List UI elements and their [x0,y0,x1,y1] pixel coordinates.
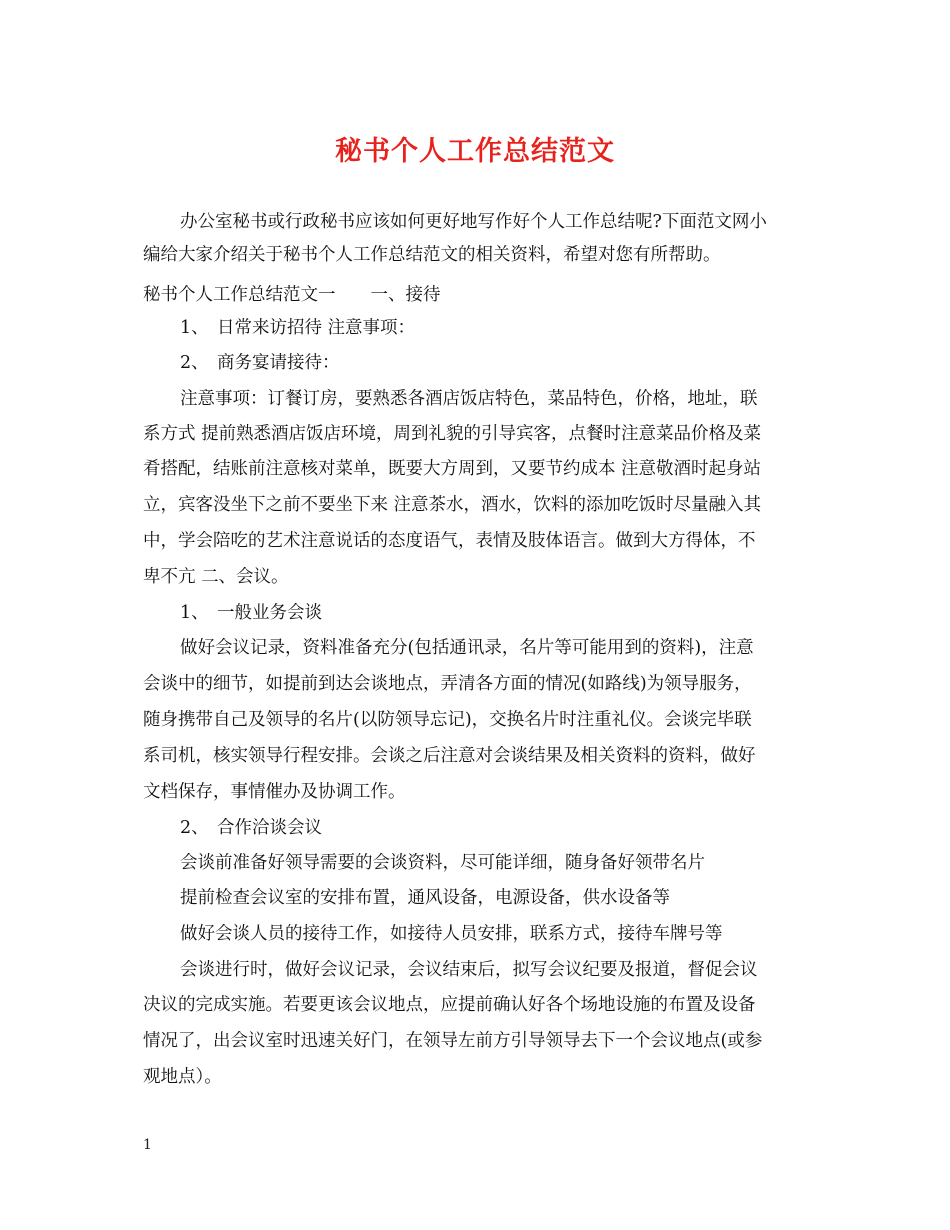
paragraph-line: 做好会谈人员的接待工作，如接待人员安排，联系方式，接待车牌号等 [180,924,723,944]
list-item [180,816,322,840]
list-item [180,601,322,625]
paragraph-line: 系方式 提前熟悉酒店饭店环境，周到礼貌的引导宾客，点餐时注意菜品价格及菜 [143,424,762,444]
paragraph-line: 注意事项：订餐订房，要熟悉各酒店饭店特色，菜品特色，价格，地址，联 [180,389,758,409]
list-number: 2、 [180,818,209,838]
page-number: 1 [143,1137,152,1153]
document-title: 秘书个人工作总结范文 [335,136,615,167]
paragraph-line: 肴搭配，结账前注意核对菜单，既要大方周到，又要节约成本 注意敬酒时起身站 [143,459,762,479]
paragraph-line: 中，学会陪吃的艺术注意说话的态度语气，表情及肢体语言。做到大方得体，不 [143,531,756,551]
paragraph-line: 会谈前准备好领导需要的会谈资料，尽可能详细，随身备好领带名片 [180,853,705,873]
paragraph-line: 决议的完成实施。若要更该会议地点，应提前确认好各个场地设施的布置及设备 [143,995,756,1015]
paragraph-line: 做好会议记录，资料准备充分(包括通讯录，名片等可能用到的资料)，注意 [180,638,754,658]
list-item-text: 商务宴请接待： [217,353,340,373]
list-item-text: 合作洽谈会议 [217,818,322,838]
list-item-text: 日常来访招待 注意事项： [217,318,416,338]
paragraph-line: 秘书个人工作总结范文一 一、接待 [143,285,441,305]
paragraph-line: 情况了，出会议室时迅速关好门，在领导左前方引导领导去下一个会议地点(或参 [143,1031,763,1051]
list-number: 1、 [180,318,209,338]
paragraph-line: 编给大家介绍关于秘书个人工作总结范文的相关资料，希望对您有所帮助。 [143,245,721,265]
list-number: 2、 [180,353,209,373]
list-item-text: 一般业务会谈 [217,603,322,623]
paragraph-line: 会谈进行时，做好会议记录，会议结束后，拟写会议纪要及报道，督促会议 [180,960,758,980]
paragraph-line: 卑不亢 二、会议。 [143,567,289,587]
paragraph-line: 随身携带自己及领导的名片(以防领导忘记)，交换名片时注重礼仪。会谈完毕联 [143,710,752,730]
paragraph-line: 办公室秘书或行政秘书应该如何更好地写作好个人工作总结呢?下面范文网小 [180,212,767,232]
paragraph-line: 观地点）。 [143,1067,222,1087]
paragraph-line: 提前检查会议室的安排布置，通风设备，电源设备，供水设备等 [180,888,670,908]
paragraph-line: 立，宾客没坐下之前不要坐下来 注意茶水，酒水，饮料的添加吃饭时尽量融入其 [143,495,762,515]
list-number: 1、 [180,603,209,623]
paragraph-line: 文档保存，事情催办及协调工作。 [143,782,406,802]
paragraph-line: 会谈中的细节，如提前到达会谈地点，弄清各方面的情况(如路线)为领导服务， [143,674,752,694]
list-item [180,316,415,340]
paragraph-line: 系司机，核实领导行程安排。会谈之后注意对会谈结果及相关资料的资料，做好 [143,746,756,766]
list-item [180,351,340,375]
